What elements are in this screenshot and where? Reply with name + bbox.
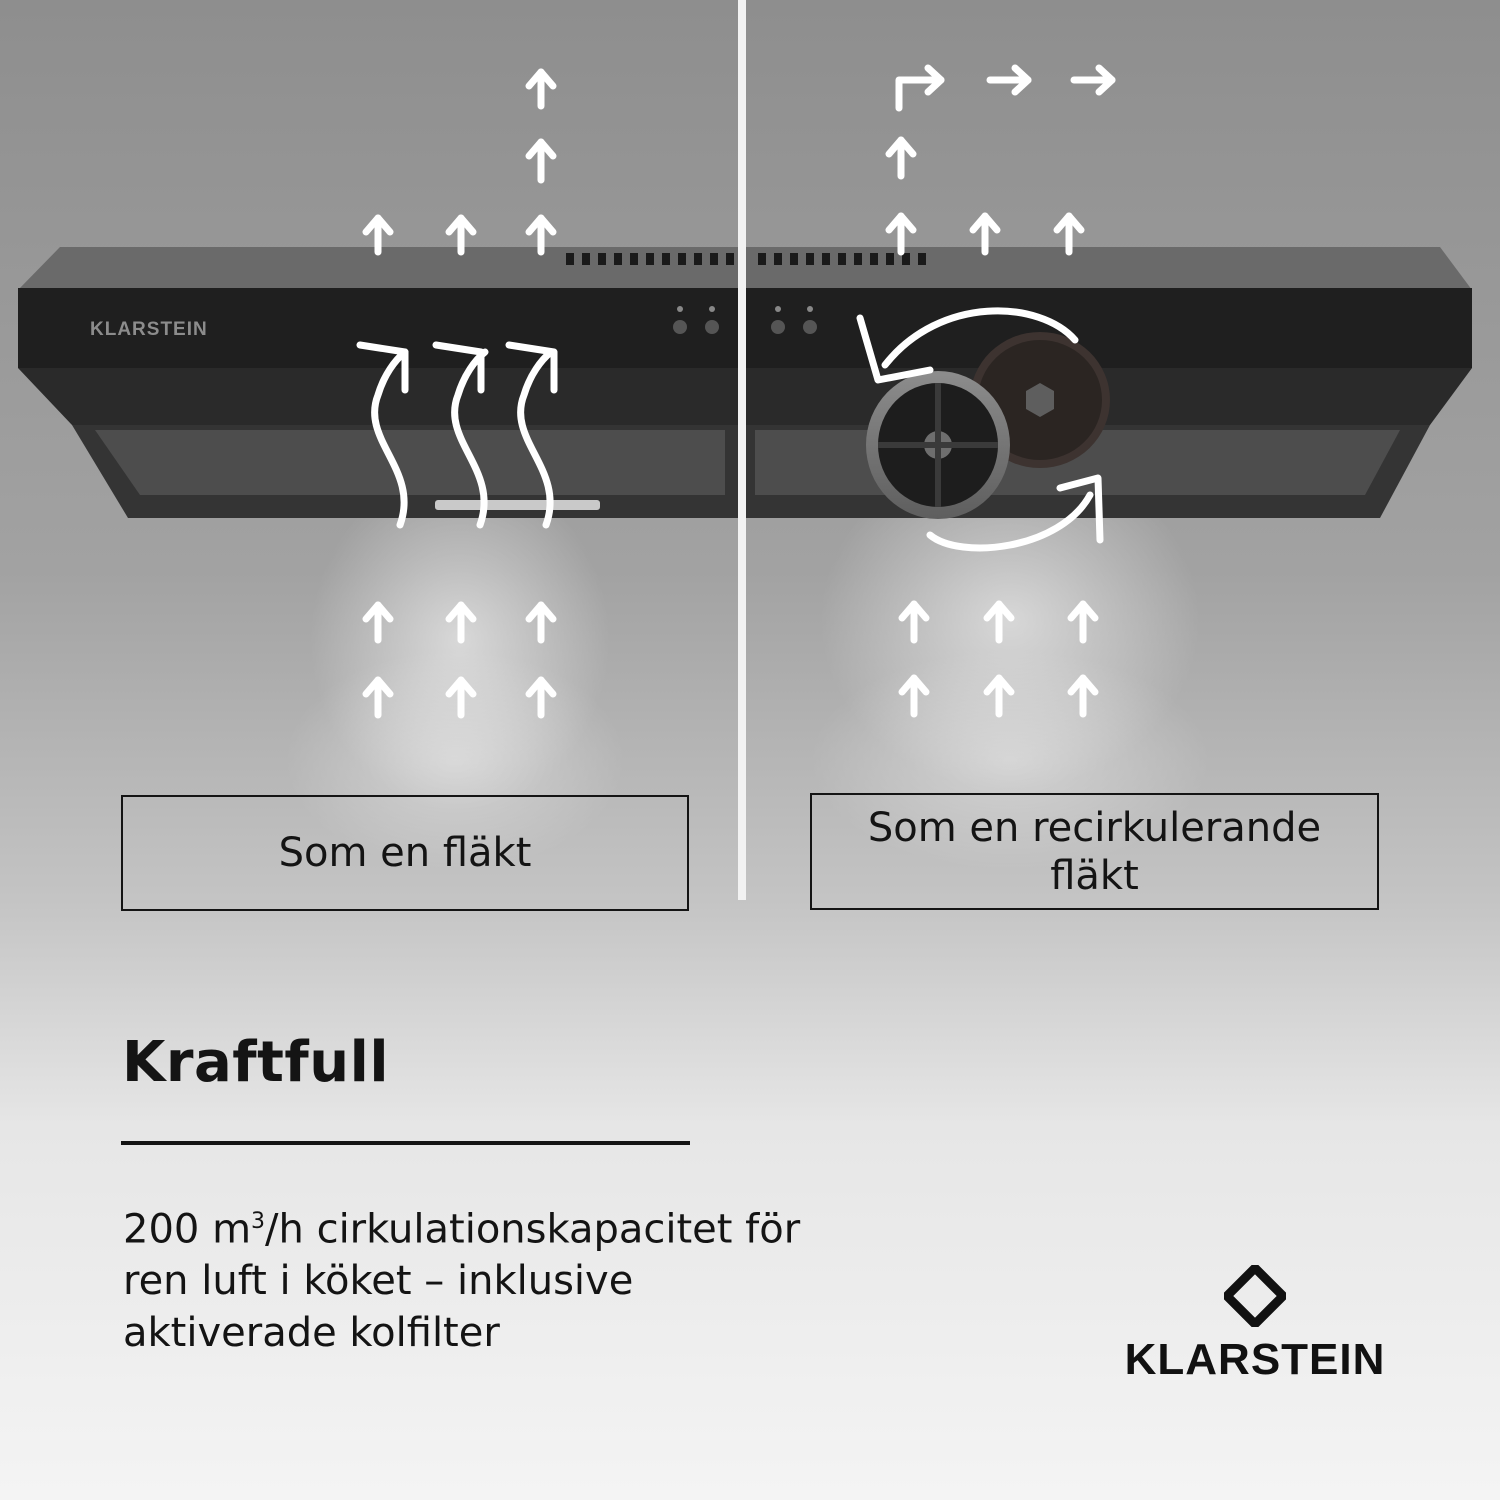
arrow-up-icon (889, 216, 913, 252)
arrow-up-icon (889, 140, 913, 176)
description-superscript: 3 (251, 1209, 266, 1234)
feature-description (123, 1196, 843, 1359)
grease-filter-left (95, 430, 725, 495)
arrow-up-icon (449, 218, 473, 252)
arrow-right-icon (1074, 68, 1112, 92)
center-divider (738, 0, 746, 900)
klarstein-diamond-icon (1224, 1265, 1286, 1327)
arrow-up-icon (973, 216, 997, 252)
arrow-up-icon (529, 142, 553, 180)
brand-logo (1120, 1265, 1390, 1385)
description-capacity: 200 m (123, 1206, 252, 1253)
arrow-up-icon (529, 218, 553, 252)
mode-label-recirculation-text: Som en recirkulerande fläkt (867, 804, 1322, 899)
mode-label-extraction-text: Som en fläkt (278, 830, 532, 876)
mode-label-extraction (121, 795, 689, 911)
description-text: /h cirkulationskapacitet för ren luft i köket – inklusive aktiverade kolfilter (123, 1206, 801, 1357)
hood-brand-label: KLARSTEIN (90, 319, 208, 340)
mode-label-recirculation (810, 793, 1379, 910)
arrow-up-icon (1057, 216, 1081, 252)
brand-name: KLARSTEIN (1124, 1335, 1386, 1384)
hood-light (435, 500, 600, 510)
feature-headline: Kraftfull (122, 1030, 390, 1095)
arrow-right-icon (990, 68, 1028, 92)
corner-arrow-icon (899, 68, 941, 108)
arrow-up-icon (366, 218, 390, 252)
arrow-up-icon (529, 72, 553, 106)
headline-divider (121, 1141, 690, 1145)
